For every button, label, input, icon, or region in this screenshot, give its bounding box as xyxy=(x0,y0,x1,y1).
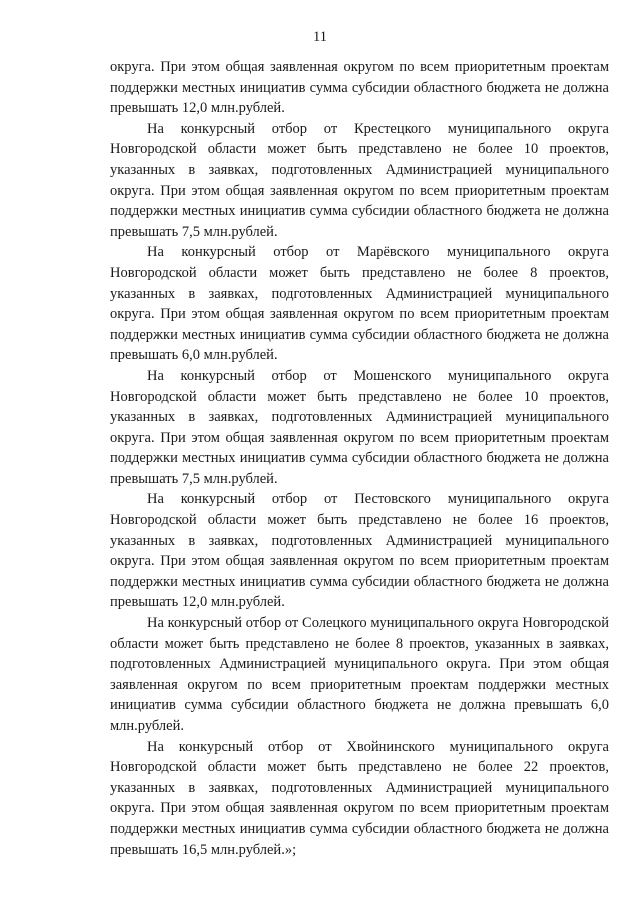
page-number: 11 xyxy=(313,29,327,45)
paragraph-pestovsky: На конкурсный отбор от Пестовского муниципального округа Новгородской области может быть представлено не более 16 проектов, указанных в заявках, подготовленных Администрацией муниципального округа. При этом общая заявленная округом по всем приоритетным проектам поддержки местных инициатив сумма субсидии областного бюджета не должна превышать 12,0 млн.рублей. xyxy=(110,491,609,611)
paragraph-continuation: округа. При этом общая заявленная округом по всем приоритетным проектам поддержки местных инициатив сумма субсидии областного бюджета не должна превышать 12,0 млн.рублей. xyxy=(110,59,609,117)
paragraph-moshensky: На конкурсный отбор от Мошенского муниципального округа Новгородской области может быть представлено не более 10 проектов, указанных в заявках, подготовленных Администрацией муниципального округа. При этом общая заявленная округом по всем приоритетным проектам поддержки местных инициатив сумма субсидии областного бюджета не должна превышать 7,5 млн.рублей. xyxy=(110,367,609,487)
paragraph-krestetsky: На конкурсный отбор от Крестецкого муниципального округа Новгородской области может быть представлено не более 10 проектов, указанных в заявках, подготовленных Администрацией муниципального округа. При этом общая заявленная округом по всем приоритетным проектам поддержки местных инициатив сумма субсидии областного бюджета не должна превышать 7,5 млн.рублей. xyxy=(110,120,609,240)
paragraph-soletsky: На конкурсный отбор от Солецкого муниципального округа Новгородской области может быть представлено не более 8 проектов, указанных в заявках, подготовленных Администрацией муниципального округа. При этом общая заявленная округом по всем приоритетным проектам поддержки местных инициатив сумма субсидии областного бюджета не должна превышать 6,0 млн.рублей. xyxy=(110,615,609,734)
paragraph-khvoyninsky: На конкурсный отбор от Хвойнинского муниципального округа Новгородской области может быть представлено не более 22 проектов, указанных в заявках, подготовленных Администрацией муниципального округа. При этом общая заявленная округом по всем приоритетным проектам поддержки местных инициатив сумма субсидии областного бюджета не должна превышать 16,5 млн.рублей.»; xyxy=(110,738,609,858)
document-body xyxy=(110,57,609,860)
paragraph-marevsky: На конкурсный отбор от Марёвского муниципального округа Новгородской области может быть представлено не более 8 проектов, указанных в заявках, подготовленных Администрацией муниципального округа. При этом общая заявленная округом по всем приоритетным проектам поддержки местных инициатив сумма субсидии областного бюджета не должна превышать 6,0 млн.рублей. xyxy=(110,244,609,364)
